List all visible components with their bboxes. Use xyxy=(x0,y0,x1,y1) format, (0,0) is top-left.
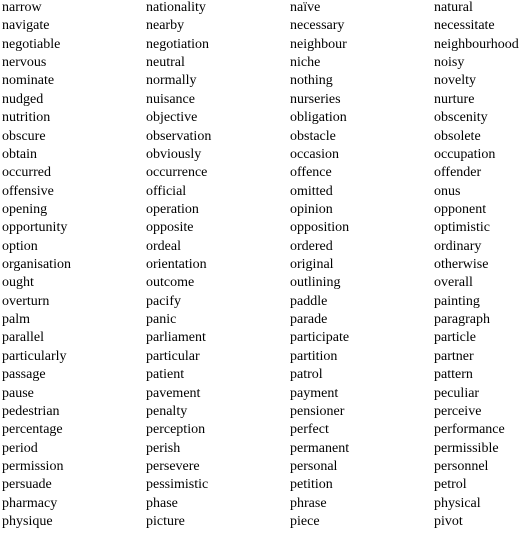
word-cell: paddle xyxy=(290,293,328,309)
word-cell: nominate xyxy=(2,73,55,89)
word-cell: obligation xyxy=(290,110,347,126)
word-cell: obscure xyxy=(2,128,46,144)
word-cell: permissible xyxy=(434,440,499,456)
word-cell: pacify xyxy=(146,293,181,309)
word-cell: petrol xyxy=(434,477,467,493)
word-cell: normally xyxy=(146,73,197,89)
word-cell: onus xyxy=(434,183,461,199)
word-cell: permanent xyxy=(290,440,350,456)
word-cell: pause xyxy=(2,385,34,401)
word-cell: offence xyxy=(290,165,332,181)
word-cell: parallel xyxy=(2,330,44,346)
word-row xyxy=(2,275,532,293)
word-cell: perish xyxy=(146,440,181,456)
word-cell: penalty xyxy=(146,403,188,419)
word-cell: observation xyxy=(146,128,212,144)
word-cell: obscenity xyxy=(434,110,488,126)
word-cell: perceive xyxy=(434,403,482,419)
word-cell: parade xyxy=(290,312,328,328)
word-row xyxy=(2,0,532,18)
word-row xyxy=(2,202,532,220)
word-cell: outcome xyxy=(146,275,195,291)
word-cell: phase xyxy=(146,495,178,511)
word-cell: optimistic xyxy=(434,220,490,236)
word-row xyxy=(2,514,532,532)
word-row xyxy=(2,110,532,128)
word-cell: passage xyxy=(2,367,46,383)
word-cell: persuade xyxy=(2,477,52,493)
word-cell: nationality xyxy=(146,0,206,15)
word-cell: pharmacy xyxy=(2,495,58,511)
word-cell: occasion xyxy=(290,146,339,162)
word-cell: ought xyxy=(2,275,34,291)
word-cell: panic xyxy=(146,312,177,328)
word-cell: necessitate xyxy=(434,18,495,34)
word-row xyxy=(2,330,532,348)
word-cell: period xyxy=(2,440,38,456)
word-cell: personnel xyxy=(434,458,489,474)
word-cell: pensioner xyxy=(290,403,345,419)
word-cell: opposite xyxy=(146,220,194,236)
word-cell: patrol xyxy=(290,367,323,383)
word-row xyxy=(2,496,532,514)
word-cell: overturn xyxy=(2,293,50,309)
word-cell: neighbourhood xyxy=(434,36,519,52)
word-cell: orientation xyxy=(146,257,207,273)
word-cell: nudged xyxy=(2,91,44,107)
word-cell: pedestrian xyxy=(2,403,60,419)
word-cell: objective xyxy=(146,110,198,126)
word-cell: ordered xyxy=(290,238,333,254)
word-row xyxy=(2,312,532,330)
word-cell: paragraph xyxy=(434,312,490,328)
word-cell: ordinary xyxy=(434,238,482,254)
word-row xyxy=(2,220,532,238)
word-cell: official xyxy=(146,183,187,199)
word-cell: persevere xyxy=(146,458,200,474)
word-cell: opportunity xyxy=(2,220,68,236)
word-cell: obstacle xyxy=(290,128,336,144)
word-row xyxy=(2,73,532,91)
word-cell: payment xyxy=(290,385,339,401)
word-cell: nurseries xyxy=(290,91,341,107)
word-cell: physical xyxy=(434,495,481,511)
word-cell: nervous xyxy=(2,55,47,71)
word-row xyxy=(2,184,532,202)
word-cell: occurred xyxy=(2,165,51,181)
word-cell: pessimistic xyxy=(146,477,209,493)
word-row xyxy=(2,477,532,495)
word-cell: permission xyxy=(2,458,64,474)
word-row xyxy=(2,147,532,165)
word-cell: petition xyxy=(290,477,333,493)
word-cell: picture xyxy=(146,514,185,530)
word-row xyxy=(2,349,532,367)
word-cell: pavement xyxy=(146,385,201,401)
word-row xyxy=(2,257,532,275)
word-cell: organisation xyxy=(2,257,71,273)
word-cell: perception xyxy=(146,422,206,438)
word-cell: neutral xyxy=(146,55,185,71)
word-row xyxy=(2,129,532,147)
word-cell: option xyxy=(2,238,38,254)
word-cell: otherwise xyxy=(434,257,489,273)
word-cell: occupation xyxy=(434,146,496,162)
word-cell: patient xyxy=(146,367,185,383)
word-row xyxy=(2,422,532,440)
word-cell: opposition xyxy=(290,220,350,236)
word-cell: outlining xyxy=(290,275,341,291)
word-cell: naïve xyxy=(290,0,321,15)
word-row xyxy=(2,404,532,422)
word-row xyxy=(2,459,532,477)
word-cell: participate xyxy=(290,330,350,346)
word-cell: niche xyxy=(290,55,321,71)
word-cell: particle xyxy=(434,330,476,346)
word-cell: pattern xyxy=(434,367,473,383)
word-cell: offender xyxy=(434,165,482,181)
word-cell: percentage xyxy=(2,422,63,438)
word-row xyxy=(2,294,532,312)
word-cell: ordeal xyxy=(146,238,181,254)
word-cell: perfect xyxy=(290,422,329,438)
word-row xyxy=(2,367,532,385)
word-cell: negotiable xyxy=(2,36,61,52)
word-row xyxy=(2,239,532,257)
word-cell: obviously xyxy=(146,146,202,162)
word-cell: nearby xyxy=(146,18,185,34)
word-cell: obsolete xyxy=(434,128,481,144)
word-cell: pivot xyxy=(434,514,463,530)
word-cell: piece xyxy=(290,514,320,530)
word-cell: omitted xyxy=(290,183,333,199)
word-cell: negotiation xyxy=(146,36,209,52)
word-cell: partition xyxy=(290,348,338,364)
word-table xyxy=(2,0,532,532)
word-cell: overall xyxy=(434,275,473,291)
word-row xyxy=(2,165,532,183)
word-cell: nothing xyxy=(290,73,333,89)
word-cell: noisy xyxy=(434,55,465,71)
word-cell: natural xyxy=(434,0,473,15)
word-cell: peculiar xyxy=(434,385,480,401)
word-cell: physique xyxy=(2,514,53,530)
word-cell: neighbour xyxy=(290,36,347,52)
word-row xyxy=(2,92,532,110)
word-cell: particular xyxy=(146,348,200,364)
word-cell: original xyxy=(290,257,334,273)
word-cell: operation xyxy=(146,201,199,217)
word-row xyxy=(2,441,532,459)
word-cell: partner xyxy=(434,348,474,364)
word-cell: performance xyxy=(434,422,505,438)
word-row xyxy=(2,18,532,36)
word-cell: parliament xyxy=(146,330,206,346)
word-cell: novelty xyxy=(434,73,476,89)
word-cell: palm xyxy=(2,312,30,328)
word-cell: phrase xyxy=(290,495,327,511)
word-cell: nuisance xyxy=(146,91,195,107)
word-cell: occurrence xyxy=(146,165,208,181)
word-cell: particularly xyxy=(2,348,67,364)
word-row xyxy=(2,55,532,73)
word-cell: opening xyxy=(2,201,48,217)
word-row xyxy=(2,37,532,55)
word-cell: personal xyxy=(290,458,338,474)
word-row xyxy=(2,386,532,404)
word-cell: opinion xyxy=(290,201,333,217)
word-cell: painting xyxy=(434,293,480,309)
word-cell: narrow xyxy=(2,0,42,15)
word-cell: offensive xyxy=(2,183,54,199)
word-cell: obtain xyxy=(2,146,37,162)
word-cell: opponent xyxy=(434,201,487,217)
word-cell: navigate xyxy=(2,18,50,34)
word-cell: nurture xyxy=(434,91,475,107)
word-cell: necessary xyxy=(290,18,345,34)
word-cell: nutrition xyxy=(2,110,51,126)
